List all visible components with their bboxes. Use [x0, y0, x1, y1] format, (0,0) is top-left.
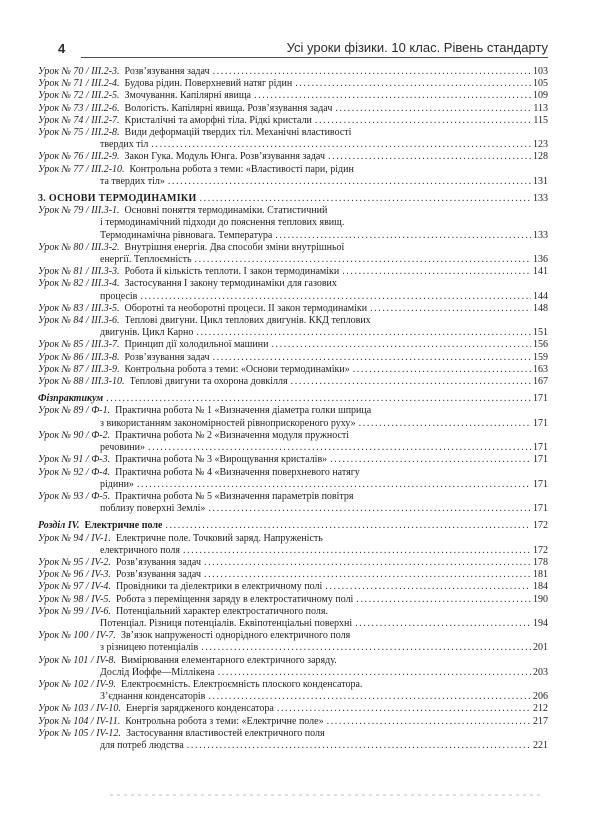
toc-entry-title: для потреб людства	[100, 739, 184, 751]
toc-section-row	[38, 193, 548, 205]
toc-entry-title: Потенціальний характер електростатичного поля.	[115, 605, 328, 617]
toc-page-number: 133	[533, 193, 548, 205]
toc-entry-label: Урок № 102 / IV-9.	[38, 678, 116, 690]
toc-entry-row	[38, 339, 548, 351]
dot-leader	[140, 291, 531, 303]
toc-entry-title: з використанням закономірностей рівноприскореного руху»	[100, 417, 356, 429]
toc-entry-title: Розв’язування задач	[124, 66, 210, 77]
toc-entry-title: Кристалічні та аморфні тіла. Рідкі кристали	[124, 114, 312, 126]
dot-leader	[137, 479, 531, 491]
toc-entry-title: процесів	[100, 290, 138, 302]
toc-entry-title: Електроємність. Електроємність плоского конденсатора.	[120, 678, 363, 690]
toc-entry-title: Вологість. Капілярні явища. Розв’язування задач	[124, 102, 333, 114]
dot-leader	[187, 740, 531, 752]
toc-entry-label: Урок № 76 / ІІІ.2-9.	[38, 151, 120, 163]
dot-leader	[254, 90, 531, 102]
dot-leader	[342, 266, 531, 278]
dot-leader	[335, 103, 531, 115]
toc-entry-label: Урок № 97 / IV-4.	[38, 581, 111, 593]
toc-entry-label: Урок № 73 / ІІІ.2-6.	[38, 102, 120, 114]
toc-page-number: 171	[533, 454, 548, 466]
toc-entry-title: Робота й кількість теплоти. І закон термодинаміки	[124, 266, 340, 278]
toc-page-number: 172	[533, 520, 548, 532]
toc-page-number: 148	[533, 302, 548, 314]
toc-entry-title: Контрольна робота з теми: «Електричне поле»	[125, 715, 324, 727]
dot-leader	[359, 418, 531, 430]
toc-entry-title: речовини»	[100, 442, 145, 454]
toc-page-number: 171	[533, 442, 548, 454]
toc-entry-label: Урок № 86 / ІІІ.3-8.	[38, 351, 120, 363]
toc-entry-title: 3. ОСНОВИ ТЕРМОДИНАМІКИ	[38, 193, 197, 205]
toc-entry-label: Урок № 79 / ІІІ.3-1.	[38, 205, 120, 217]
page-header	[38, 40, 548, 58]
toc-entry-row	[38, 376, 548, 388]
toc-page-number: 181	[533, 569, 548, 581]
toc-page-number: 217	[533, 715, 548, 727]
dot-leader	[204, 557, 531, 569]
toc-entry-title: твердих тіл	[100, 139, 149, 151]
toc-entry-label: Урок № 100 / IV-7.	[38, 630, 116, 642]
toc-entry-row	[38, 533, 548, 545]
dot-leader	[151, 139, 531, 151]
toc-entry-title: рідини»	[100, 478, 134, 490]
dot-leader	[370, 303, 531, 315]
toc-entry-title: Практична робота № 3 «Вирощування кристалів»	[115, 454, 328, 466]
dot-leader	[218, 667, 531, 679]
toc-entry-row	[38, 364, 548, 376]
toc-entry-label: Урок № 71 / ІІІ.2-4.	[38, 78, 120, 90]
toc-entry-row	[38, 405, 548, 417]
header-rule	[81, 40, 548, 58]
dot-leader	[277, 703, 531, 715]
toc-entry-row	[38, 103, 548, 115]
toc-entry-title: Змочування. Капілярні явища	[124, 90, 251, 102]
toc-entry-title: Внутрішня енергія. Два способи зміни внутрішньої	[124, 241, 345, 253]
toc-entry-row	[38, 352, 548, 364]
dot-leader	[295, 78, 531, 90]
toc-page-number: 113	[533, 102, 548, 114]
toc-entry-row	[38, 606, 548, 618]
toc-entry-row	[38, 164, 548, 176]
toc-entry-title: енергії. Теплоємність	[100, 254, 192, 266]
toc-entry-label: Урок № 88 / ІІІ.3-10.	[38, 376, 125, 388]
dot-leader	[275, 230, 531, 242]
toc-entry-label: Урок № 91 / Ф-3.	[38, 454, 111, 466]
toc-entry-title: З’єднання конденсаторів	[100, 691, 206, 703]
toc-entry-label: Урок № 99 / IV-6.	[38, 605, 111, 617]
dot-leader	[183, 545, 531, 557]
toc-entry-row	[38, 581, 548, 593]
toc-section-row	[38, 393, 548, 405]
toc-entry-label: Урок № 70 / ІІІ.2-3.	[38, 66, 120, 77]
toc-entry-title: Теплові двигуни. Цикл теплових двигунів. ККД теплових	[124, 315, 371, 327]
toc-page-number: 103	[533, 66, 548, 77]
toc-entry-title: Закон Гука. Модуль Юнга. Розв’язування задач	[124, 151, 325, 163]
dot-leader	[204, 569, 531, 581]
dot-leader	[168, 176, 531, 188]
toc-entry-title: Зв’язок напруженості однорідного електричного поля	[120, 630, 351, 642]
toc-entry-title: Застосування І закону термодинаміки для газових	[124, 278, 337, 290]
toc-entry-label: Урок № 105 / IV-12.	[38, 727, 121, 739]
toc-entry-row	[38, 679, 548, 691]
toc-entry-row	[38, 266, 548, 278]
toc-entry-title: Контрольна робота з теми: «Властивості пари, рідин	[129, 163, 354, 175]
toc-page-number: 184	[533, 581, 548, 593]
toc-entry-label: Урок № 87 / ІІІ.3-9.	[38, 363, 120, 375]
toc-entry-row	[38, 716, 548, 728]
dot-leader	[271, 339, 531, 351]
dot-leader	[208, 691, 531, 703]
toc-page-number: 201	[533, 642, 548, 654]
dot-leader	[208, 503, 531, 515]
toc-entry-row	[38, 90, 548, 102]
toc-entry-title: Оборотні та необоротні процеси. ІІ закон термодинаміки	[124, 302, 368, 314]
toc-page-number: 206	[533, 691, 548, 703]
toc-entry-row	[38, 594, 548, 606]
toc-entry-row	[38, 205, 548, 217]
toc-page-number: 123	[533, 139, 548, 151]
toc-entry-row	[38, 66, 548, 78]
toc-entry-row	[38, 303, 548, 315]
toc-entry-title: Енергія зарядженого конденсатора	[125, 703, 274, 715]
toc-entry-row	[38, 467, 548, 479]
toc-entry-row	[38, 479, 548, 491]
toc-entry-title: і термодинамічний підходи до пояснення теплових явищ.	[100, 217, 345, 229]
toc-entry-row	[38, 728, 548, 740]
toc-entry-label: Урок № 90 / Ф-2.	[38, 429, 111, 441]
toc-entry-row	[38, 115, 548, 127]
dot-leader	[315, 115, 531, 127]
toc-entry-row	[38, 291, 548, 303]
dot-leader	[148, 442, 531, 454]
toc-page-number: 128	[533, 151, 548, 163]
toc-page-number: 203	[533, 666, 548, 678]
toc-entry-title: електричного поля	[100, 544, 180, 556]
toc-entry-label: Розділ IV.	[38, 520, 80, 532]
dot-leader	[195, 254, 531, 266]
toc-entry-row	[38, 327, 548, 339]
toc-page-number: 163	[533, 363, 548, 375]
toc-entry-label: Урок № 82 / ІІІ.3-4.	[38, 278, 120, 290]
toc-entry-row	[38, 655, 548, 667]
toc-entry-title: з різницею потенціалів	[100, 642, 199, 654]
toc-entry-title: та твердих тіл»	[100, 175, 165, 187]
toc-entry-label: Урок № 72 / ІІІ.2-5.	[38, 90, 120, 102]
toc-page-number: 178	[533, 556, 548, 568]
toc-page-number: 212	[533, 703, 548, 715]
dot-leader	[325, 581, 531, 593]
toc-page-number: 190	[533, 593, 548, 605]
toc-page-number: 171	[533, 478, 548, 490]
toc-entry-label: Урок № 84 / ІІІ.3-6.	[38, 315, 120, 327]
toc-entry-title: Розв’язування задач	[115, 569, 201, 581]
toc-page-number: 144	[533, 290, 548, 302]
running-title: Усі уроки фізики. 10 клас. Рівень стандарту	[286, 40, 548, 55]
toc-entry-title: Застосування властивостей електричного поля	[125, 727, 325, 739]
toc-entry-row	[38, 230, 548, 242]
toc-entry-row	[38, 242, 548, 254]
toc-entry-row	[38, 740, 548, 752]
toc-entry-row	[38, 315, 548, 327]
dot-leader	[291, 376, 531, 388]
toc-entry-row	[38, 569, 548, 581]
toc-page-number: 151	[533, 327, 548, 339]
dot-leader	[330, 454, 531, 466]
toc-entry-row	[38, 278, 548, 290]
toc-page-number: 156	[533, 339, 548, 351]
scan-artifact-line	[110, 794, 542, 796]
toc-entry-title: Принцип дії холодильної машини	[124, 339, 269, 351]
toc-section-row	[38, 520, 548, 532]
toc-page-number: 133	[533, 229, 548, 241]
toc-entry-row	[38, 254, 548, 266]
toc-page-number: 136	[533, 254, 548, 266]
dot-leader	[353, 364, 531, 376]
toc-entry-label: Урок № 75 / ІІІ.2-8.	[38, 127, 120, 139]
toc-entry-label: Урок № 95 / IV-2.	[38, 556, 111, 568]
toc-entry-title: двигунів. Цикл Карно	[100, 327, 194, 339]
toc-entry-title: Електричне поле	[84, 520, 163, 532]
toc-entry-title: поблизу поверхні Землі»	[100, 503, 206, 515]
toc-entry-title: Розв’язування задач	[115, 556, 201, 568]
dot-leader	[200, 193, 531, 205]
toc-entry-label: Урок № 96 / IV-3.	[38, 569, 111, 581]
toc-page-number: 172	[533, 544, 548, 556]
dot-leader	[165, 520, 531, 532]
dot-leader	[106, 393, 531, 405]
dot-leader	[201, 642, 531, 654]
toc-entry-label: Урок № 101 / IV-8.	[38, 654, 116, 666]
toc-entry-label: Урок № 103 / IV-10.	[38, 703, 121, 715]
toc-entry-row	[38, 557, 548, 569]
toc-page-number: 171	[533, 393, 548, 405]
toc-entry-row	[38, 503, 548, 515]
toc-entry-title: Вимірювання елементарного електричного заряду.	[120, 654, 337, 666]
toc-entry-label: Урок № 81 / ІІІ.3-3.	[38, 266, 120, 278]
toc-page-number: 141	[533, 266, 548, 278]
toc-page-number: 159	[533, 351, 548, 363]
toc-entry-row	[38, 491, 548, 503]
toc-entry-title: Теплові двигуни та охорона довкілля	[129, 376, 288, 388]
toc-entry-label: Урок № 98 / IV-5.	[38, 593, 111, 605]
toc-entry-title: Основні поняття термодинаміки. Статистичний	[124, 205, 328, 217]
toc-entry-row	[38, 618, 548, 630]
dot-leader	[213, 66, 531, 78]
toc-entry-title: Практична робота № 2 «Визначення модуля пружності	[115, 429, 350, 441]
toc-entry-label: Урок № 85 / ІІІ.3-7.	[38, 339, 120, 351]
toc-page-number: 109	[533, 90, 548, 102]
dot-leader	[328, 151, 531, 163]
toc-entry-title: Практична робота № 5 «Визначення параметрів повітря	[115, 490, 354, 502]
toc-entry-title: Термодинамічна рівновага. Температура	[100, 229, 273, 241]
toc-entry-row	[38, 217, 548, 229]
dot-leader	[213, 352, 531, 364]
toc-entry-label: Урок № 93 / Ф-5.	[38, 490, 111, 502]
toc-entry-title: Розв’язування задач	[124, 351, 210, 363]
toc-entry-label: Урок № 80 / ІІІ.3-2.	[38, 241, 120, 253]
toc-page-number: 171	[533, 417, 548, 429]
dot-leader	[196, 327, 531, 339]
toc-entry-title: Потенціал. Різниця потенціалів. Еквіпотенціальні поверхні	[100, 617, 353, 629]
toc-entry-label: Урок № 89 / Ф-1.	[38, 405, 111, 417]
toc-entry-row	[38, 151, 548, 163]
dot-leader	[355, 618, 531, 630]
toc-entry-row	[38, 78, 548, 90]
toc-entry-title: Контрольна робота з теми: «Основи термодинаміки»	[124, 363, 350, 375]
page-number: 4	[58, 41, 66, 56]
toc-page-number: 194	[533, 617, 548, 629]
toc-entry-title: Провідники та діелектрики в електричному полі	[115, 581, 323, 593]
toc-entry-row	[38, 442, 548, 454]
toc-page-number: 115	[533, 114, 548, 126]
toc-page-number: 105	[533, 78, 548, 90]
toc-entry-title: Будова рідин. Поверхневий натяг рідин	[124, 78, 293, 90]
toc-entry-title: Електричне поле. Точковий заряд. Напруженість	[115, 532, 323, 544]
toc-entry-row	[38, 418, 548, 430]
toc-list	[38, 66, 548, 752]
toc-entry-row	[38, 667, 548, 679]
toc-entry-row	[38, 176, 548, 188]
toc-entry-title: Дослід Йоффе—Міллікена	[100, 666, 215, 678]
toc-page-number: 131	[533, 175, 548, 187]
toc-page-number: 221	[533, 739, 548, 751]
toc-entry-label: Урок № 104 / IV-11.	[38, 715, 121, 727]
toc-entry-row	[38, 630, 548, 642]
toc-entry-title: Фізпрактикум	[38, 393, 104, 405]
book-page	[0, 40, 600, 840]
toc-entry-label: Урок № 83 / ІІІ.3-5.	[38, 302, 120, 314]
toc-page-number: 167	[533, 376, 548, 388]
toc-entry-title: Види деформацій твердих тіл. Механічні властивості	[124, 127, 352, 139]
toc-entry-label: Урок № 94 / IV-1.	[38, 532, 111, 544]
toc-entry-title: Практична робота № 1 «Визначення діаметра голки шприца	[115, 405, 372, 417]
toc-entry-row	[38, 691, 548, 703]
toc-entry-title: Практична робота № 4 «Визначення поверхневого натягу	[115, 466, 360, 478]
toc-entry-label: Урок № 92 / Ф-4.	[38, 466, 111, 478]
toc-entry-row	[38, 454, 548, 466]
toc-entry-row	[38, 430, 548, 442]
toc-entry-row	[38, 545, 548, 557]
dot-leader	[356, 594, 531, 606]
toc-entry-row	[38, 642, 548, 654]
toc-entry-label: Урок № 77 / ІІІ.2-10.	[38, 163, 125, 175]
toc-entry-title: Робота з переміщення заряду в електростатичному полі	[115, 593, 354, 605]
toc-entry-row	[38, 127, 548, 139]
toc-entry-row	[38, 139, 548, 151]
toc-entry-row	[38, 703, 548, 715]
dot-leader	[327, 716, 531, 728]
toc-page-number: 171	[533, 503, 548, 515]
toc-entry-label: Урок № 74 / ІІІ.2-7.	[38, 114, 120, 126]
